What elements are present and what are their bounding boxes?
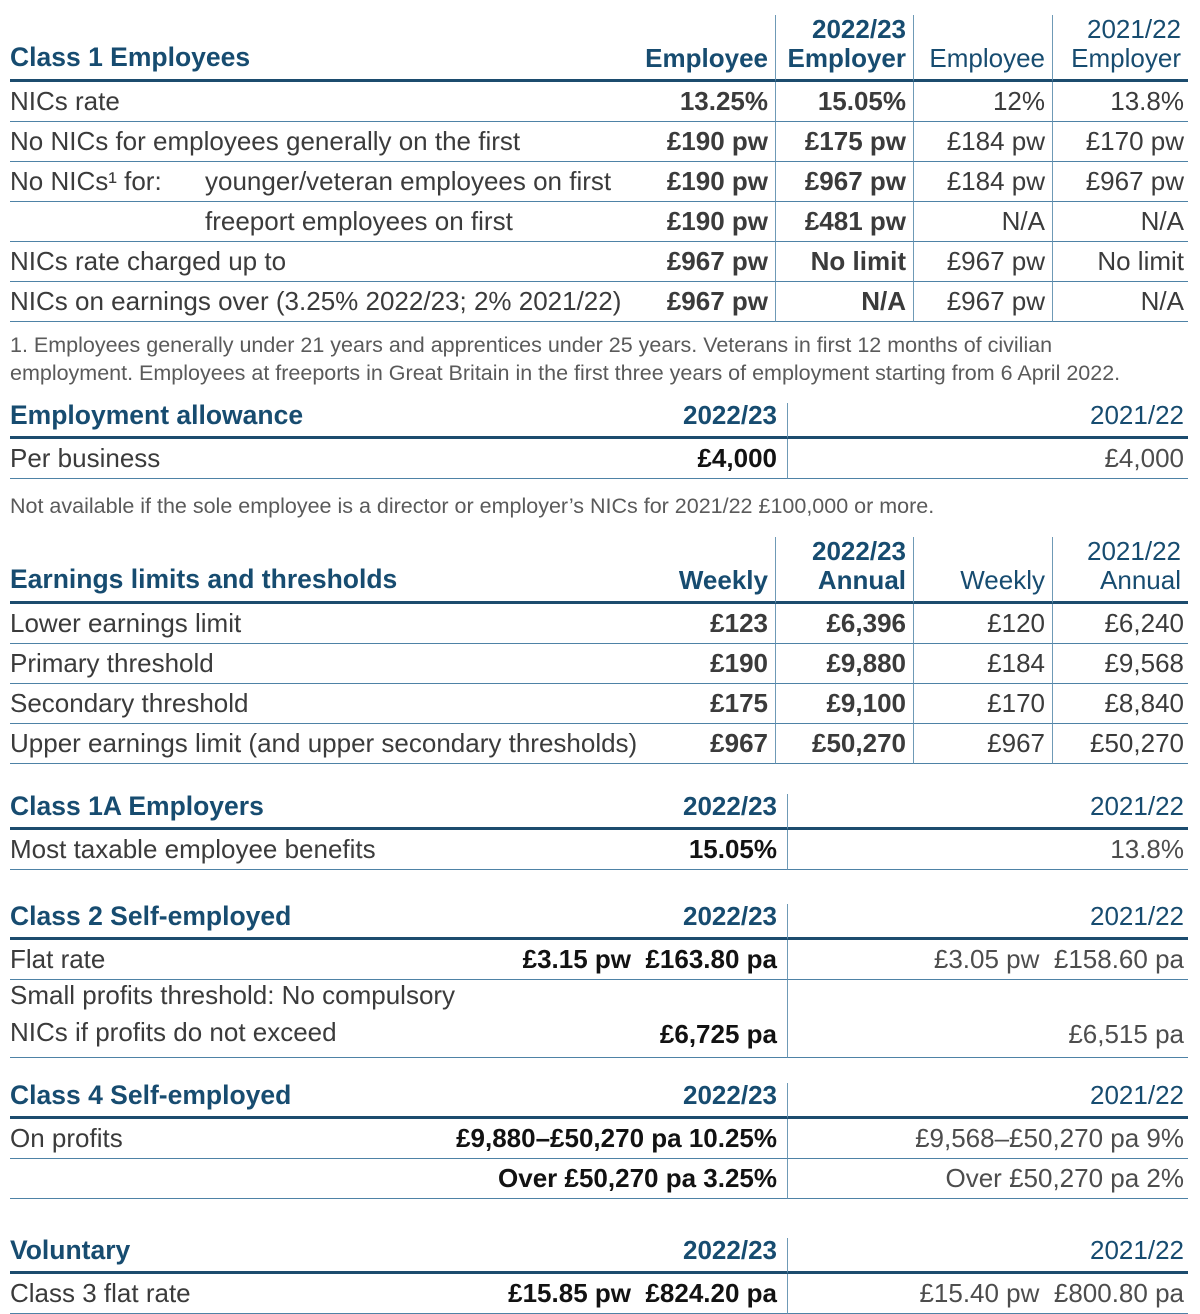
year-header-prev: 2021/22: [1090, 900, 1184, 931]
employment-allowance-note: Not available if the sole employee is a director or employer’s NICs for 2021/22 £100,000 or more.: [10, 494, 935, 519]
col-header-employer-2223: 2022/23 Employer: [775, 15, 913, 82]
row-label: Lower earnings limit: [10, 604, 639, 644]
row-label: NICs rate: [10, 82, 639, 122]
col-header-weekly-2122: Weekly: [913, 537, 1052, 604]
year-header-current: 2022/23: [683, 790, 777, 821]
cell-value: No limit: [1052, 242, 1188, 282]
cell-value-current: £3.15 pw £163.80 pa: [522, 943, 777, 974]
row-label: Small profits threshold: No compulsory NICs if profits do not exceed: [10, 980, 456, 1047]
cell-value: 13.8%: [1052, 82, 1188, 122]
cell-value: £190 pw: [639, 202, 775, 242]
cell-value-prev: £3.05 pw £158.60 pa: [787, 940, 1188, 980]
table-row: [10, 940, 787, 980]
cell-value: £967: [639, 724, 775, 764]
cell-value: N/A: [775, 282, 913, 322]
cell-value-current: £9,880–£50,270 pa 10.25%: [456, 1122, 777, 1153]
section-title-class2: Class 2 Self-employed: [10, 900, 292, 931]
cell-value: 15.05%: [775, 82, 913, 122]
col-header-employee-2122: Employee: [913, 15, 1052, 82]
cell-value: No limit: [775, 242, 913, 282]
section-title-earnings: Earnings limits and thresholds: [10, 537, 639, 604]
cell-value-current: Over £50,270 pa 3.25%: [498, 1162, 777, 1193]
cell-value-prev: £15.40 pw £800.80 pa: [787, 1274, 1188, 1314]
cell-value: £6,396: [775, 604, 913, 644]
table-row: [10, 439, 787, 479]
cell-value-prev: £4,000: [787, 439, 1188, 479]
section-title-class4: Class 4 Self-employed: [10, 1079, 292, 1110]
year-header-prev: 2021/22: [1090, 790, 1184, 821]
cell-value: £6,240: [1052, 604, 1188, 644]
cell-value: £175: [639, 684, 775, 724]
cell-value: £184 pw: [913, 122, 1052, 162]
cell-value-prev: Over £50,270 pa 2%: [787, 1159, 1188, 1199]
table-row: [10, 1274, 787, 1314]
cell-value: £170: [913, 684, 1052, 724]
cell-value-current: £15.85 pw £824.20 pa: [508, 1277, 777, 1308]
col-header-annual-2122: 2021/22 Annual: [1052, 537, 1188, 604]
cell-value-prev: 13.8%: [787, 830, 1188, 870]
cell-value: £190 pw: [639, 122, 775, 162]
section-header: [10, 900, 787, 940]
cell-value: N/A: [913, 202, 1052, 242]
cell-value-prev: £6,515 pa: [787, 980, 1188, 1058]
year-header-current: 2022/23: [683, 1234, 777, 1265]
table-row: [10, 980, 787, 1058]
row-label-text: younger/veteran employees on first: [205, 166, 612, 197]
class1a-employers-table: [10, 790, 1188, 870]
row-label: Per business: [10, 443, 161, 474]
year-header-prev: 2021/22: [1090, 400, 1184, 431]
cell-value: £123: [639, 604, 775, 644]
row-label: [10, 162, 639, 202]
year-header-current: 2022/23: [683, 1079, 777, 1110]
table-row: [10, 1119, 787, 1159]
cell-value: £8,840: [1052, 684, 1188, 724]
table-row: [10, 1159, 787, 1199]
class1-employees-table: [10, 15, 1188, 322]
cell-value: £481 pw: [775, 202, 913, 242]
row-label: NICs on earnings over (3.25% 2022/23; 2% 2021/22): [10, 282, 639, 322]
cell-value: £967 pw: [913, 242, 1052, 282]
year-header-current: 2022/23: [683, 400, 777, 431]
row-label-prefix: No NICs¹ for:: [10, 166, 162, 197]
cell-value: £175 pw: [775, 122, 913, 162]
cell-value-current: 15.05%: [688, 833, 777, 864]
section-title-class1a: Class 1A Employers: [10, 790, 264, 821]
cell-value: £190: [639, 644, 775, 684]
cell-value: £50,270: [775, 724, 913, 764]
row-label: Primary threshold: [10, 644, 639, 684]
row-label: On profits: [10, 1122, 123, 1153]
cell-value: £967 pw: [639, 242, 775, 282]
row-label: Upper earnings limit (and upper secondary thresholds): [10, 724, 639, 764]
section-header: [10, 1234, 787, 1274]
section-header: [10, 790, 787, 830]
row-label: Secondary threshold: [10, 684, 639, 724]
section-header-prev: [787, 790, 1188, 830]
cell-value: £9,100: [775, 684, 913, 724]
cell-value: £50,270: [1052, 724, 1188, 764]
year-header-current: 2022/23: [683, 900, 777, 931]
cell-value: £170 pw: [1052, 122, 1188, 162]
cell-value: £967 pw: [1052, 162, 1188, 202]
year-header-prev: 2021/22: [1090, 1234, 1184, 1265]
row-label: No NICs for employees generally on the first: [10, 122, 639, 162]
col-header-employee-2223: Employee: [639, 15, 775, 82]
cell-value: £184: [913, 644, 1052, 684]
cell-value-current: £4,000: [697, 443, 777, 474]
cell-value: £967 pw: [775, 162, 913, 202]
cell-value: 13.25%: [639, 82, 775, 122]
col-header-weekly-2223: Weekly: [639, 537, 775, 604]
cell-value: £967 pw: [639, 282, 775, 322]
cell-value: N/A: [1052, 282, 1188, 322]
cell-value: £184 pw: [913, 162, 1052, 202]
year-header-prev: 2021/22: [1090, 1079, 1184, 1110]
section-title-class1: Class 1 Employees: [10, 15, 639, 82]
cell-value: N/A: [1052, 202, 1188, 242]
section-header: [10, 1079, 787, 1119]
cell-value: £120: [913, 604, 1052, 644]
row-label: Class 3 flat rate: [10, 1277, 191, 1308]
section-header: [10, 400, 787, 439]
section-header-prev: [787, 1079, 1188, 1119]
cell-value-prev: £9,568–£50,270 pa 9%: [787, 1119, 1188, 1159]
section-title-employment-allowance: Employment allowance: [10, 400, 304, 431]
col-header-employer-2122: 2021/22 Employer: [1052, 15, 1188, 82]
section-header-prev: [787, 900, 1188, 940]
class1-footnote: 1. Employees generally under 21 years and apprentices under 25 years. Veterans in first 12 months of civilian employment. Employees at freeports in Great Britain in the first three years of employment starting from 6 April 2022.: [10, 333, 1121, 385]
table-row: [10, 830, 787, 870]
row-label: NICs rate charged up to: [10, 242, 639, 282]
class2-self-employed-table: [10, 900, 1188, 1058]
section-title-voluntary: Voluntary: [10, 1234, 131, 1265]
row-label: freeport employees on first: [10, 202, 639, 242]
section-header-prev: [787, 1234, 1188, 1274]
cell-value: £190 pw: [639, 162, 775, 202]
cell-value: £9,880: [775, 644, 913, 684]
cell-value: £967 pw: [913, 282, 1052, 322]
class4-self-employed-table: [10, 1079, 1188, 1199]
cell-value: 12%: [913, 82, 1052, 122]
employment-allowance-table: [10, 400, 1188, 479]
voluntary-table: [10, 1234, 1188, 1314]
cell-value: £967: [913, 724, 1052, 764]
col-header-annual-2223: 2022/23 Annual: [775, 537, 913, 604]
earnings-limits-table: [10, 537, 1188, 764]
row-label: Most taxable employee benefits: [10, 833, 376, 864]
row-label: Flat rate: [10, 943, 106, 974]
cell-value: £9,568: [1052, 644, 1188, 684]
cell-value-current: £6,725 pa: [659, 1018, 777, 1049]
section-header-prev: [787, 400, 1188, 439]
